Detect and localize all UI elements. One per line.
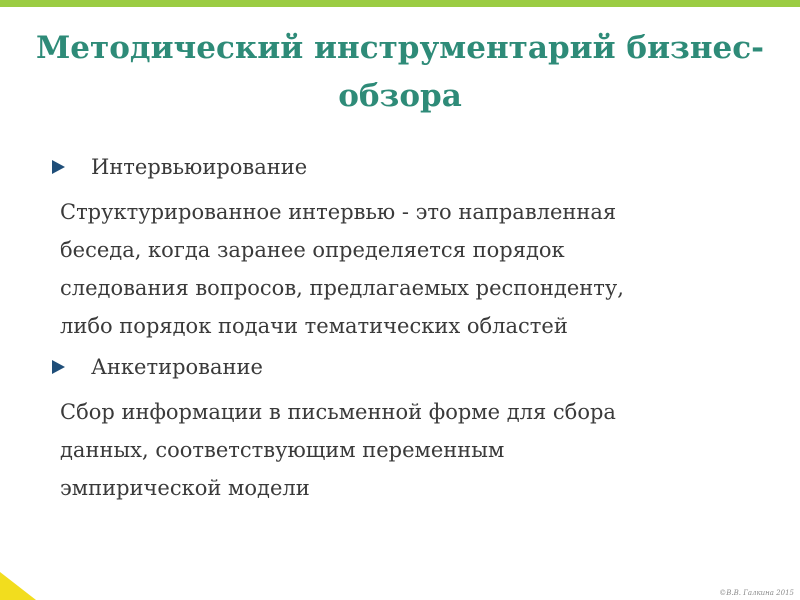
body-text-line: либо порядок подачи тематических областей — [60, 314, 568, 338]
triangle-right-icon — [52, 160, 65, 174]
body-text-line: Сбор информации в письменной форме для сбора — [60, 400, 616, 424]
copyright-footer: ©В.В. Галкина 2015 — [719, 589, 794, 597]
triangle-right-icon — [52, 360, 65, 374]
body-text-line: данных, соответствующим переменным — [60, 438, 505, 462]
slide-title-line-1: Методический инструментарий бизнес- — [35, 30, 764, 66]
bullet-item-interviewing — [52, 152, 307, 182]
body-text-line: следования вопросов, предлагаемых респонденту, — [60, 276, 624, 300]
body-text-line: беседа, когда заранее определяется порядок — [60, 238, 565, 262]
bullet-item-questionnaire — [52, 352, 263, 382]
bullet-heading: Анкетирование — [91, 355, 263, 379]
corner-accent-triangle — [0, 572, 36, 600]
bullet-heading: Интервьюирование — [91, 155, 308, 179]
slide-title-line-2: обзора — [338, 78, 462, 114]
body-text-line: эмпирической модели — [60, 476, 310, 500]
body-text-line: Структурированное интервью - это направленная — [60, 200, 617, 224]
